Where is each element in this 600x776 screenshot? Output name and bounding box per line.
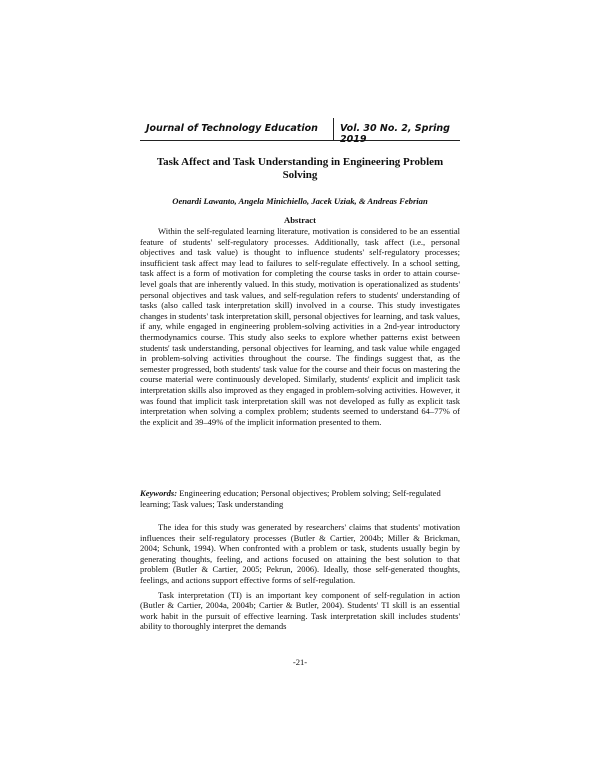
author-list: Oenardi Lawanto, Angela Minichiello, Jacek Uziak, & Andreas Febrian xyxy=(172,196,428,206)
body-paragraph: The idea for this study was generated by researchers' claims that students' motivation influences their self-regulatory processes (Butler & Cartier, 2004b; Miller & Brickman, 2004; Schunk, 1994). When confronted with a problem or task, students usually begin by generating thoughts, feeling, and actions focused on attaining the best solution to that problem (Butler & Cartier, 2005; Pekrun, 2006). Ideally, those self-generated thoughts, feelings, and actions support effective forms of self-regulation. xyxy=(140,522,460,585)
article-title: Task Affect and Task Understanding in Engineering Problem Solving xyxy=(156,156,444,181)
keywords xyxy=(140,488,460,509)
keywords-label: Keywords: xyxy=(140,488,178,498)
header-divider xyxy=(333,118,334,140)
abstract-heading: Abstract xyxy=(284,215,316,225)
abstract-body: Within the self-regulated learning literature, motivation is considered to be an essential feature of students' self-regulatory processes. Additionally, task affect (i.e., personal objectives and task value) is thought to influence students' self-regulatory processes; insufficient task affect may lead to failures to self-regulate effectively. In a school setting, task affect is a form of motivation for completing the course tasks in order to attain course-level goals that are inherently valued. In this study, motivation is operationalized as students' personal objectives and task values, and self-regulation refers to students' understanding of tasks (also called task interpretation skill) involved in a course. This study investigates changes in students' task interpretation skill, personal objectives for learning, and task values, if any, while engaged in engineering problem-solving activities in a 2nd-year introductory thermodynamics course. This study also seeks to explore whether patterns exist between students' task understanding, personal objectives for learning, and task value while engaged in problem-solving activities throughout the course. The findings suggest that, as the semester progressed, both students' task value for the course and their focus on mastering the course material were continuously developed. Similarly, students' explicit and implicit task interpretation skills also improved as they engaged in problem-solving activities. However, it was found that implicit task interpretation skill was not developed as fully as explicit task interpretation when solving a complex problem; students seemed to understand 64–77% of the explicit and 39–49% of the implicit information presented to them. xyxy=(140,226,460,427)
keywords-list: Engineering education; Personal objectives; Problem solving; Self-regulated learning; Task values; Task understanding xyxy=(140,488,441,509)
running-header xyxy=(140,118,460,145)
journal-name: Journal of Technology Education xyxy=(146,123,318,134)
abstract-text xyxy=(140,226,460,427)
page-number: -21- xyxy=(292,657,308,667)
issue-info: Vol. 30 No. 2, Spring 2019 xyxy=(340,123,450,145)
body-text xyxy=(140,522,460,636)
body-paragraph: Task interpretation (TI) is an important key component of self-regulation in action (Butler & Cartier, 2004a, 2004b; Cartier & Butler, 2004). Students' TI skill is an essential work habit in the pursuit of effective learning. Task interpretation skill includes students' ability to thoroughly interpret the demands xyxy=(140,589,460,632)
